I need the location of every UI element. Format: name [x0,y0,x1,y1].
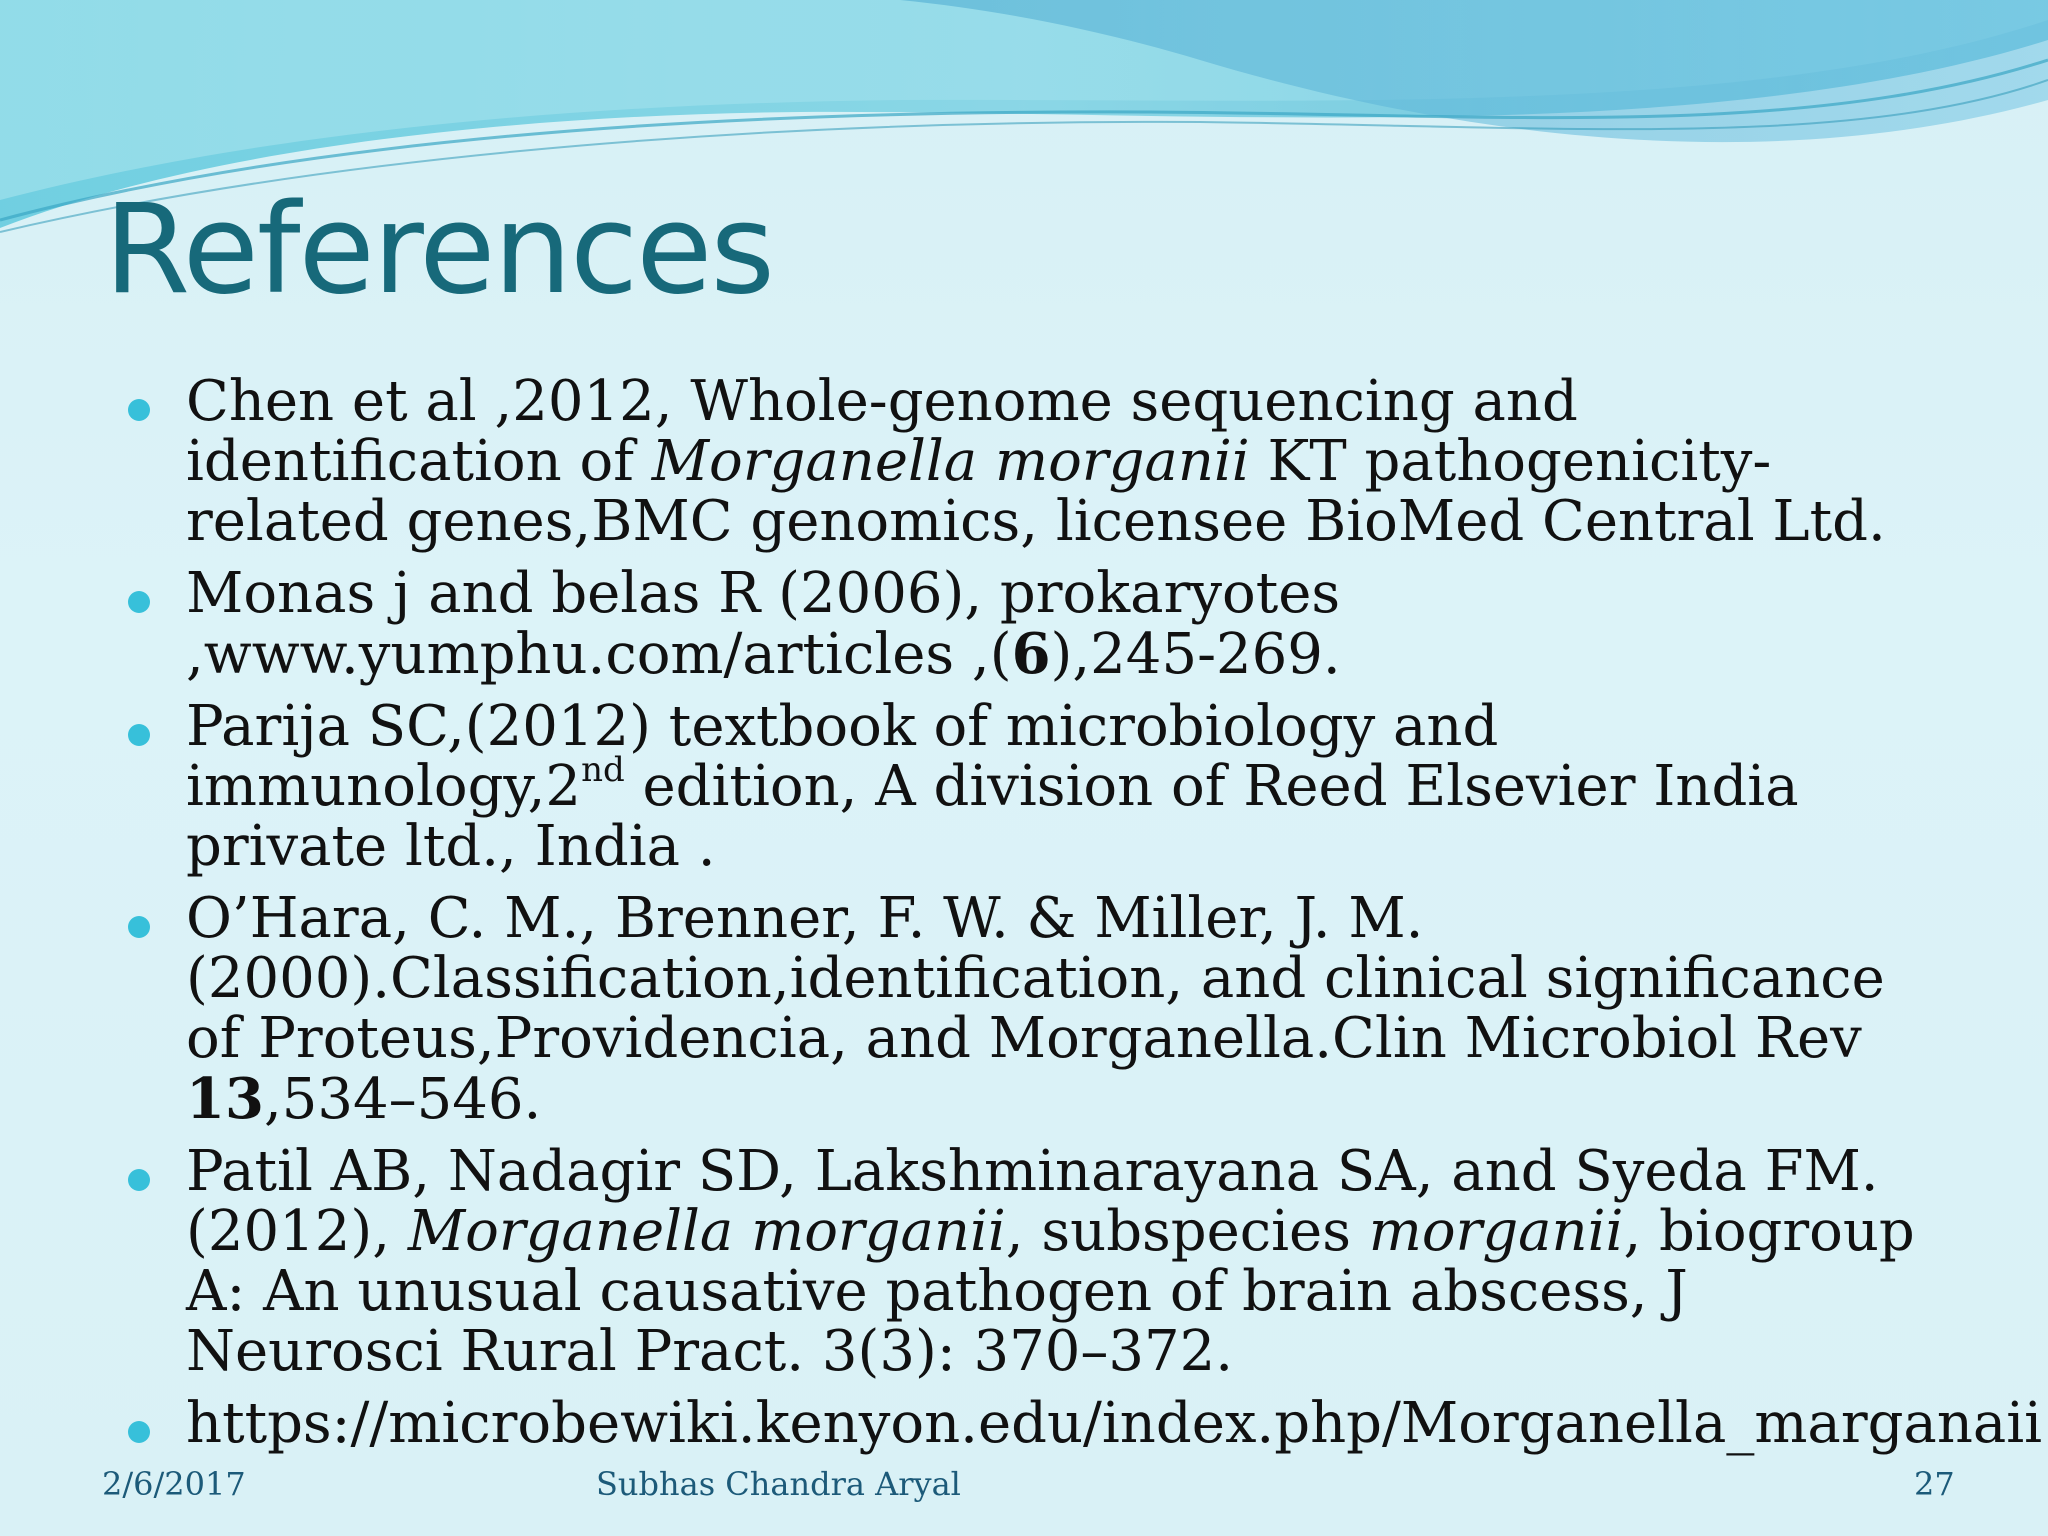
reference-segment: 6 [1011,621,1051,687]
reference-segment: nd [581,750,625,790]
reference-text [186,694,1799,879]
reference-segment: , subspecies [1005,1199,1369,1264]
reference-text [186,561,1341,687]
bullet-icon [128,1421,150,1443]
bullet-icon [128,724,150,746]
footer-author: Subhas Chandra Aryal [596,1465,961,1503]
reference-text [186,886,1885,1132]
bullet-icon [128,1169,150,1191]
reference-item [128,1391,2043,1456]
reference-segment: 13 [186,1066,264,1132]
reference-item [128,561,1928,687]
references-list [128,369,2043,1466]
reference-segment: Patil AB, Nadagir SD, Lakshminarayana SA, and Syeda FM. (2012), [186,1139,1879,1264]
reference-item [128,1139,1928,1384]
reference-text [186,369,1886,554]
reference-segment: Monas j and belas R (2006), prokaryotes ,www.yumphu.com/articles ,( [186,561,1341,687]
reference-item [128,369,1928,554]
bullet-icon [128,916,150,938]
reference-segment: KT pathogenicity-related genes,BMC genomics, licensee BioMed Central Ltd. [186,429,1886,554]
bullet-icon [128,399,150,421]
reference-segment: morganii [1368,1199,1624,1264]
slide-number: 27 [1914,1465,1955,1503]
reference-segment: edition, A division of Reed Elsevier India private ltd., India . [186,754,1799,879]
reference-segment: Parija SC,(2012) textbook of microbiology and immunology,2 [186,694,1499,819]
reference-item [128,694,1928,879]
reference-segment: Morganella morganii [651,429,1250,494]
reference-segment: https://microbewiki.kenyon.edu/index.php/Morganella_marganaii [186,1391,2043,1456]
reference-segment: O’Hara, C. M., Brenner, F. W. & Miller, J. M. (2000).Classification,identification, and clinical significance of Proteus,Providencia, and Morganella.Clin Microbiol Rev [186,886,1885,1071]
footer-date: 2/6/2017 [102,1465,246,1503]
reference-segment: ,534–546. [263,1067,542,1132]
reference-segment: Chen et al ,2012, Whole-genome sequencing and identification of [186,369,1578,494]
reference-item [128,886,1928,1132]
reference-segment: ),245-269. [1050,622,1341,687]
reference-text [186,1391,2042,1456]
bullet-icon [128,591,150,613]
reference-segment: Morganella morganii [407,1199,1006,1264]
reference-segment: , biogroup A: An unusual causative pathogen of brain abscess, J Neurosci Rural Pract. 3(3): 370–372. [186,1199,1915,1384]
reference-text [186,1139,1915,1384]
slide-title: References [104,178,774,322]
